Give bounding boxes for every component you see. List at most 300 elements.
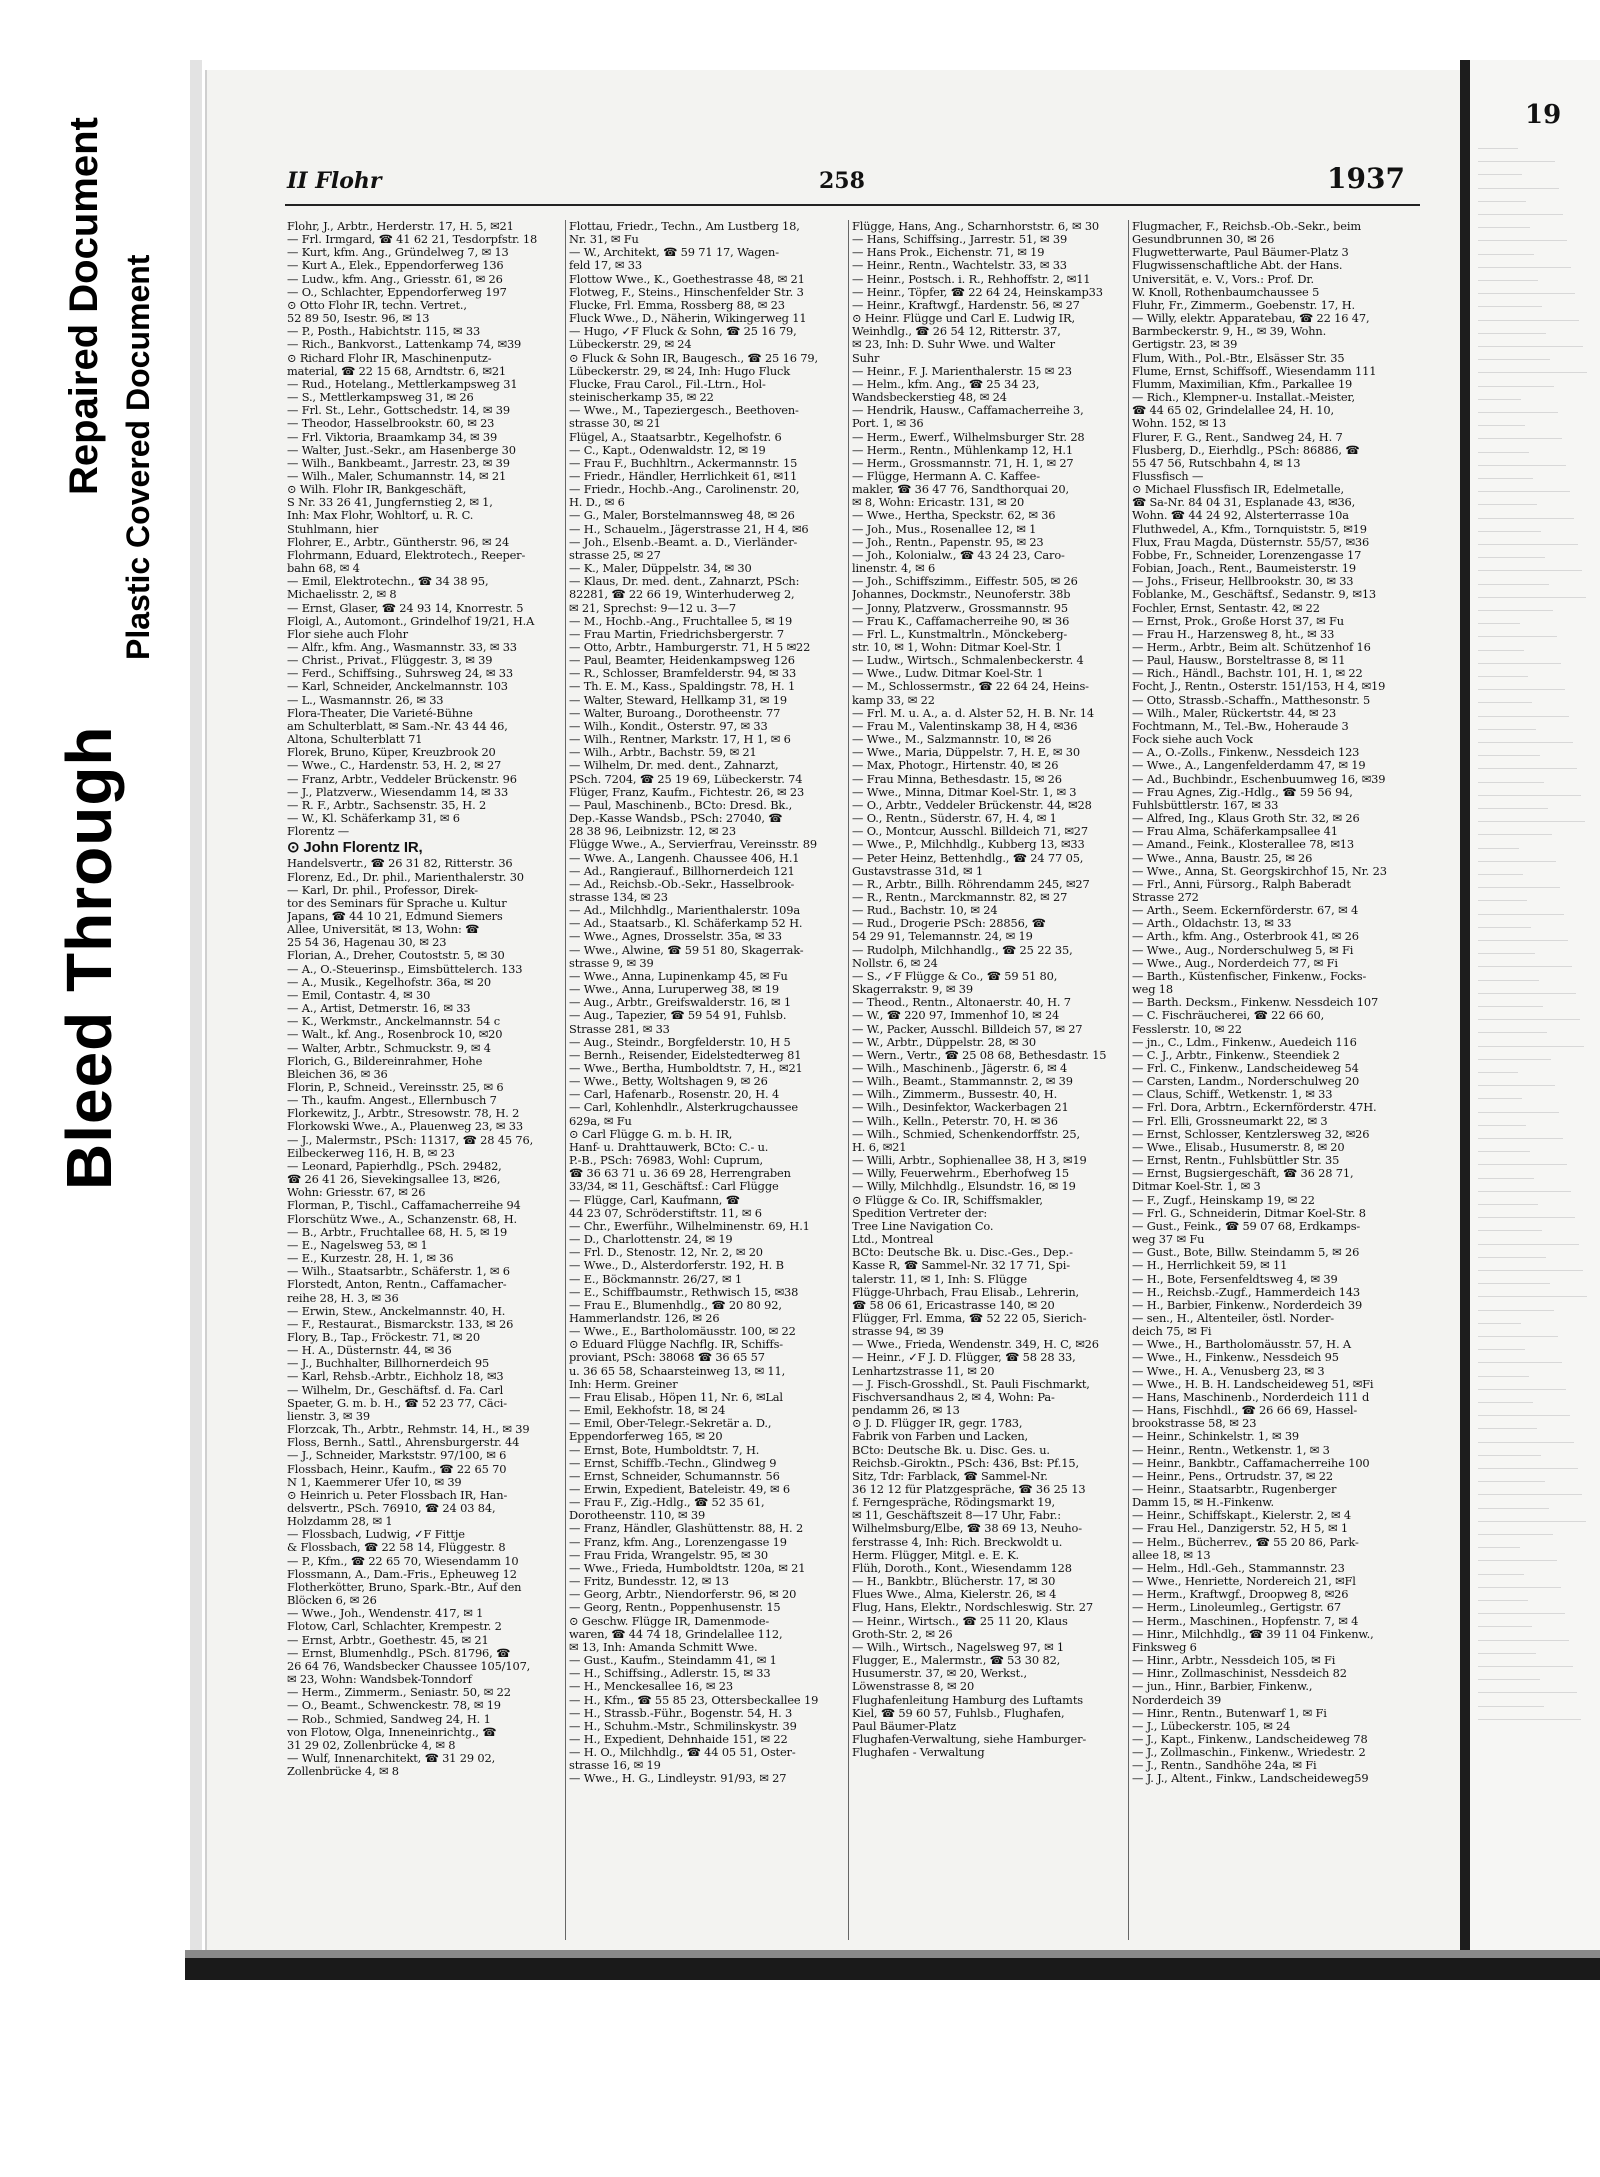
directory-entry: — Frau H., Harzensweg 8, ht., ✉ 33 bbox=[1132, 627, 1335, 641]
directory-entry: — Hans, Fischhdl., ☎ 26 66 69, Hassel- bbox=[1132, 1404, 1358, 1418]
directory-entry: — Paul, Maschinenb., BCto: Dresd. Bk., bbox=[569, 798, 793, 812]
directory-entry: — Wwe., A., Langenfelderdamm 47, ✉ 19 bbox=[1132, 759, 1366, 773]
directory-entry: — Frau Elisab., Höpen 11, Nr. 6, ✉Lal bbox=[569, 1390, 783, 1404]
next-page-text-line bbox=[1478, 227, 1530, 228]
directory-entry: Wohn. ☎ 44 24 92, Alsterterrasse 10a bbox=[1132, 509, 1349, 523]
directory-entry: — Willy, Milchhdlg., Elsundstr. 16, ✉ 19 bbox=[852, 1180, 1076, 1194]
next-page-text-line bbox=[1478, 386, 1554, 387]
directory-entry: — H., Herrlichkeit 59, ✉ 11 bbox=[1132, 1259, 1288, 1273]
directory-entry: deich 75, ✉ Fi bbox=[1132, 1325, 1212, 1339]
directory-entry: — Hinr., Milchhdlg., ☎ 39 11 04 Finkenw., bbox=[1132, 1627, 1374, 1641]
directory-entry: Florzcak, Th., Arbtr., Rehmstr. 14, H., ✉ 39 bbox=[287, 1423, 530, 1437]
directory-entry: waren, ☎ 44 74 18, Grindelallee 112, bbox=[569, 1627, 783, 1641]
directory-entry: — Frau Martin, Friedrichsbergerstr. 7 bbox=[569, 627, 784, 641]
repaired-document-label: Repaired Document bbox=[62, 117, 106, 495]
directory-entry: Holzdamm 28, ✉ 1 bbox=[287, 1515, 393, 1529]
directory-entry: Flohrer, E., Arbtr., Güntherstr. 96, ✉ 24 bbox=[287, 535, 510, 549]
directory-entry: Flugger, E., Malermstr., ☎ 53 30 82, bbox=[852, 1654, 1061, 1668]
directory-entry: — Wilh., Rentner, Markstr. 17, H 1, ✉ 6 bbox=[569, 733, 791, 747]
directory-entry: — A., Musik., Kegelhofstr. 36a, ✉ 20 bbox=[287, 975, 492, 989]
next-page-text-line bbox=[1478, 346, 1583, 347]
directory-entry: — Rud., Hotelang., Mettlerkampsweg 31 bbox=[287, 377, 518, 391]
next-page-text-line bbox=[1478, 1481, 1545, 1482]
directory-entry: Flughafenleitung Hamburg des Luftamts bbox=[852, 1693, 1083, 1707]
next-page-text-line bbox=[1478, 729, 1536, 730]
column-divider bbox=[565, 220, 566, 1940]
next-page-text-line bbox=[1478, 808, 1548, 809]
directory-entry: ⊙ Heinr. Flügge und Carl E. Ludwig IR, bbox=[852, 312, 1075, 326]
page-number: 258 bbox=[819, 168, 865, 194]
directory-entry: Flusberg, D., Eierhdlg., PSch: 86886, ☎ bbox=[1132, 443, 1360, 457]
next-page-text-line bbox=[1478, 1455, 1541, 1456]
directory-entry: — Max, Photogr., Hirtenstr. 40, ✉ 26 bbox=[852, 759, 1059, 773]
directory-entry: talerstr. 11, ✉ 1, Inh: S. Flügge bbox=[852, 1272, 1027, 1286]
directory-column-4 bbox=[1132, 220, 1407, 1940]
directory-entry: Flug, Hans, Elektr., Nordschleswig. Str. 27 bbox=[852, 1601, 1093, 1615]
directory-entry: — H. A., Düsternstr. 44, ✉ 36 bbox=[287, 1344, 452, 1358]
directory-entry: — Wwe., Joh., Wendenstr. 417, ✉ 1 bbox=[287, 1607, 484, 1621]
directory-entry: ⊙ Eduard Flügge Nachflg. IR, Schiffs- bbox=[569, 1338, 784, 1352]
directory-entry: BCto: Deutsche Bk. u. Disc. Ges. u. bbox=[852, 1443, 1050, 1457]
directory-entry: Fobbe, Fr., Schneider, Lorenzengasse 17 bbox=[1132, 548, 1362, 562]
next-page-text-line bbox=[1478, 1230, 1542, 1231]
next-page-text-line bbox=[1478, 333, 1546, 334]
next-page-text-line bbox=[1478, 491, 1570, 492]
directory-entry: Flugwissenschaftliche Abt. der Hans. bbox=[1132, 259, 1343, 273]
directory-entry: steinischerkamp 35, ✉ 22 bbox=[569, 391, 714, 405]
next-page-text-line bbox=[1478, 1244, 1579, 1245]
directory-entry: ✉ 21, Sprechst: 9—12 u. 3—7 bbox=[569, 601, 736, 615]
directory-entry: Fochtmann, M., Tel.-Bw., Hoheraude 3 bbox=[1132, 719, 1349, 733]
directory-entry: — Karl, Dr. phil., Professor, Direk- bbox=[287, 883, 479, 897]
directory-entry: — Wilh., Wirtsch., Nagelsweg 97, ✉ 1 bbox=[852, 1640, 1065, 1654]
directory-entry: — S., ✓F Flügge & Co., ☎ 59 51 80, bbox=[852, 969, 1058, 983]
next-page-text-line bbox=[1478, 1164, 1567, 1165]
directory-entry: — Gust., Bote, Billw. Steindamm 5, ✉ 26 bbox=[1132, 1246, 1360, 1260]
directory-entry: — Aug., Steindr., Borgfelderstr. 10, H 5 bbox=[569, 1035, 791, 1049]
next-page-text-line bbox=[1478, 663, 1561, 664]
next-page-text-line bbox=[1478, 174, 1522, 175]
directory-entry: — Gust., Kaufm., Steindamm 41, ✉ 1 bbox=[569, 1654, 777, 1668]
directory-entry: — Herm., Kraftwgf., Droopweg 8, ✉26 bbox=[1132, 1588, 1349, 1602]
directory-entry: Focht, J., Rentn., Osterstr. 151/153, H 4, ✉19 bbox=[1132, 680, 1386, 694]
directory-entry: — K., Maler, Düppelstr. 34, ✉ 30 bbox=[569, 562, 752, 576]
directory-entry: — Wilhelm, Dr. med. dent., Zahnarzt, bbox=[569, 759, 779, 773]
directory-entry: — Wwe., H. B. H. Landscheideweg 51, ✉Fi bbox=[1132, 1377, 1374, 1391]
directory-entry: — O., Arbtr., Veddeler Brückenstr. 44, ✉28 bbox=[852, 798, 1092, 812]
next-page-text-line bbox=[1478, 478, 1533, 479]
directory-entry: — Wwe., Frieda, Wendenstr. 349, H. C, ✉26 bbox=[852, 1338, 1099, 1352]
directory-entry: — Peter Heinz, Bettenhdlg., ☎ 24 77 05, bbox=[852, 851, 1084, 865]
directory-entry: — Th. E. M., Kass., Spaldingstr. 78, H. 1 bbox=[569, 680, 796, 694]
directory-entry: — sen., H., Altenteiler, östl. Norder- bbox=[1132, 1311, 1334, 1325]
next-page-text-line bbox=[1478, 1719, 1581, 1720]
directory-entry: Florstedt, Anton, Rentn., Caffamacher- bbox=[287, 1278, 507, 1292]
directory-entry: — Chr., Ewerführ., Wilhelminenstr. 69, H.1 bbox=[569, 1219, 810, 1233]
directory-entry: — E., Böckmannstr. 26/27, ✉ 1 bbox=[569, 1272, 742, 1286]
next-page-text-line bbox=[1478, 768, 1577, 769]
directory-entry: — J., Platzverw., Wiesendamm 14, ✉ 33 bbox=[287, 785, 509, 799]
directory-entry: Lübeckerstr. 29, ✉ 24 bbox=[569, 338, 692, 352]
directory-entry: ✉ 11, Geschäftszeit 8—17 Uhr, Fabr.: bbox=[852, 1509, 1061, 1523]
next-page-text-line bbox=[1478, 821, 1585, 822]
next-page-text-line bbox=[1478, 900, 1527, 901]
directory-entry: — Carsten, Landm., Norderschulweg 20 bbox=[1132, 1075, 1360, 1089]
next-page-text-line bbox=[1478, 927, 1531, 928]
directory-entry: makler, ☎ 36 47 76, Sandthorquai 20, bbox=[852, 483, 1069, 497]
directory-entry: ☎ Sa-Nr. 84 04 31, Esplanade 43, ✉36, bbox=[1132, 496, 1356, 510]
next-page-text-line bbox=[1478, 1666, 1573, 1667]
directory-entry: — O., Montcur, Ausschl. Billdeich 71, ✉27 bbox=[852, 825, 1088, 839]
directory-entry: strasse 16, ✉ 19 bbox=[569, 1759, 661, 1773]
directory-entry: u. 36 65 58, Schaarsteinweg 13, ✉ 11, bbox=[569, 1364, 786, 1378]
directory-entry: — H., Reichsb.-Zugf., Hammerdeich 143 bbox=[1132, 1285, 1361, 1299]
directory-entry: — Wwe., E., Bartholomäusstr. 100, ✉ 22 bbox=[569, 1325, 796, 1339]
directory-entry: Flucke, Frl. Emma, Rossberg 88, ✉ 23 bbox=[569, 298, 785, 312]
next-page-text-line bbox=[1478, 267, 1571, 268]
directory-entry: — Joh., Elsenb.-Beamt. a. D., Vierländer- bbox=[569, 535, 798, 549]
directory-entry: — J., Schneider, Markststr. 97/100, ✉ 6 bbox=[287, 1449, 507, 1463]
next-page-text-line bbox=[1478, 1362, 1562, 1363]
directory-entry: — H., Bote, Fersenfeldtsweg 4, ✉ 39 bbox=[1132, 1272, 1338, 1286]
directory-entry: — Hinr., Rentn., Butenwarf 1, ✉ Fi bbox=[1132, 1706, 1327, 1720]
directory-entry: — Franz, Händler, Glashüttenstr. 88, H. 2 bbox=[569, 1522, 804, 1536]
page-edge bbox=[1460, 60, 1470, 1955]
directory-entry: — H., Strassb.-Führ., Bogenstr. 54, H. 3 bbox=[569, 1706, 793, 1720]
directory-entry: — Wilh., Kelln., Peterstr. 70, H. ✉ 36 bbox=[852, 1114, 1058, 1128]
next-page-text-line bbox=[1478, 412, 1558, 413]
directory-entry: Flohr, J., Arbtr., Herderstr. 17, H. 5, ✉21 bbox=[287, 220, 514, 233]
directory-entry: Florich, G., Bildereinrahmer, Hohe bbox=[287, 1054, 483, 1068]
next-page-text-line bbox=[1478, 1626, 1532, 1627]
next-page-text-line bbox=[1478, 636, 1557, 637]
directory-entry: Flotow, Carl, Schlachter, Krempestr. 2 bbox=[287, 1620, 502, 1634]
next-page-text-line bbox=[1478, 1217, 1575, 1218]
directory-entry: Stuhlmann, hier bbox=[287, 522, 379, 536]
directory-entry: — Paul, Beamter, Heidenkampsweg 126 bbox=[569, 654, 795, 668]
directory-entry: — J. J., Altent., Finkw., Landscheideweg59 bbox=[1132, 1772, 1369, 1786]
next-page-text-line bbox=[1478, 1613, 1565, 1614]
directory-entry: — Herm., Arbtr., Beim alt. Schützenhof 16 bbox=[1132, 641, 1371, 654]
directory-entry: — Frau F., Zig.-Hdlg., ☎ 52 35 61, bbox=[569, 1496, 765, 1510]
next-page-text-line bbox=[1478, 1560, 1557, 1561]
next-page-text-line bbox=[1478, 254, 1534, 255]
directory-entry: — E., Kurzestr. 28, H. 1, ✉ 36 bbox=[287, 1252, 454, 1266]
directory-entry: Fabrik von Farben und Lacken, bbox=[852, 1430, 1028, 1444]
directory-entry: linenstr. 4, ✉ 6 bbox=[852, 562, 936, 576]
directory-entry: — Heinr., Pens., Ortrudstr. 37, ✉ 22 bbox=[1132, 1469, 1333, 1483]
directory-entry: — Emil, Contastr. 4, ✉ 30 bbox=[287, 988, 431, 1002]
directory-entry: Wohn: Griesstr. 67, ✉ 26 bbox=[287, 1186, 426, 1200]
column-divider bbox=[848, 220, 849, 1940]
directory-entry: — Wern., Vertr., ☎ 25 08 68, Bethesdastr. 15 bbox=[852, 1048, 1107, 1062]
directory-entry: Löwenstrasse 8, ✉ 20 bbox=[852, 1680, 975, 1694]
directory-entry: Flumm, Maximilian, Kfm., Parkallee 19 bbox=[1132, 377, 1353, 391]
directory-entry: ⊙ Fluck & Sohn IR, Baugesch., ☎ 25 16 79, bbox=[569, 351, 818, 365]
directory-entry: — R., Schlosser, Bramfelderstr. 94, ✉ 33 bbox=[569, 667, 797, 681]
directory-entry: strasse 9, ✉ 39 bbox=[569, 956, 654, 970]
next-page-text-line bbox=[1478, 518, 1574, 519]
directory-entry: 36 12 12 für Platzgespräche, ☎ 36 25 13 bbox=[852, 1483, 1086, 1496]
directory-entry: Flottau, Friedr., Techn., Am Lustberg 18, bbox=[569, 220, 800, 233]
directory-entry: — Flügge, Hermann A. C. Kaffee- bbox=[852, 469, 1040, 483]
directory-entry: — Carl, Hafenarb., Rosenstr. 20, H. 4 bbox=[569, 1088, 780, 1102]
directory-entry: — Herm., Rentn., Mühlenkamp 12, H.1 bbox=[852, 443, 1073, 457]
directory-entry: — H. O., Milchhdlg., ☎ 44 05 51, Oster- bbox=[569, 1746, 796, 1760]
directory-entry: — Joh., Rentn., Papenstr. 95, ✉ 23 bbox=[852, 535, 1044, 549]
next-page-text-line bbox=[1478, 1587, 1561, 1588]
directory-entry: H. 6, ✉21 bbox=[852, 1140, 907, 1154]
directory-entry: reihe 28, H. 3, ✉ 36 bbox=[287, 1291, 399, 1305]
next-page-text-line bbox=[1478, 214, 1563, 215]
directory-entry: — Walter, Steward, Hellkamp 31, ✉ 19 bbox=[569, 693, 787, 707]
directory-entry: — Friedr., Händler, Herrlichkeit 61, ✉11 bbox=[569, 469, 798, 483]
directory-entry: — Frau E., Blumenhdlg., ☎ 20 80 92, bbox=[569, 1298, 782, 1312]
directory-entry: — Klaus, Dr. med. dent., Zahnarzt, PSch: bbox=[569, 575, 800, 589]
directory-entry: — Bernh., Reisender, Eidelstedterweg 81 bbox=[569, 1048, 802, 1062]
next-page-text-line bbox=[1478, 1059, 1551, 1060]
directory-entry: — Kurt A., Elek., Eppendorferweg 136 bbox=[287, 259, 504, 273]
directory-entry: — Wwe., Frieda, Humboldtstr. 120a, ✉ 21 bbox=[569, 1561, 806, 1575]
next-page-text-line bbox=[1478, 161, 1555, 162]
directory-entry: — Wilh., Maler, Rückertstr. 44, ✉ 23 bbox=[1132, 706, 1337, 720]
directory-entry: ⊙ Flügge & Co. IR, Schiffsmakler, bbox=[852, 1193, 1043, 1207]
directory-entry: ⊙ Geschw. Flügge IR, Damenmode- bbox=[569, 1614, 770, 1628]
directory-entry: — G., Maler, Borstelmannsweg 48, ✉ 26 bbox=[569, 509, 795, 523]
directory-entry: — Willi, Arbtr., Sophienallee 38, H 3, ✉19 bbox=[852, 1154, 1087, 1168]
directory-entry: Flory, B., Tap., Fröckestr. 71, ✉ 20 bbox=[287, 1330, 480, 1344]
directory-entry: ⊙ Wilh. Flohr IR, Bankgeschäft, bbox=[287, 483, 467, 497]
directory-entry: Fluthwedel, A., Kfm., Tornquiststr. 5, ✉19 bbox=[1132, 522, 1367, 536]
directory-entry: — Heinr., ✓F J. D. Flügger, ☎ 58 28 33, bbox=[852, 1351, 1076, 1365]
directory-entry: ⊙ Otto Flohr IR, techn. Vertret., bbox=[287, 298, 467, 312]
directory-entry: — Wwe., Alwine, ☎ 59 51 80, Skagerrak- bbox=[569, 943, 804, 957]
next-page-text-line bbox=[1478, 293, 1575, 294]
directory-entry: — Rich., Klempner-u. Installat.-Meister, bbox=[1132, 391, 1355, 405]
directory-entry: — Wwe., Betty, Woltshagen 9, ✉ 26 bbox=[569, 1075, 768, 1089]
next-page-text-line bbox=[1478, 702, 1532, 703]
directory-entry: — Wwe. A., Langenh. Chaussee 406, H.1 bbox=[569, 851, 800, 865]
directory-entry: PSch. 7204, ☎ 25 19 69, Lübeckerstr. 74 bbox=[569, 772, 803, 786]
next-page-text-line bbox=[1478, 874, 1523, 875]
directory-entry: ⊙ Carl Flügge G. m. b. H. IR, bbox=[569, 1127, 733, 1141]
next-page-text-line bbox=[1478, 940, 1568, 941]
directory-entry: — Ernst, Bote, Humboldtstr. 7, H. bbox=[569, 1443, 760, 1457]
next-page-text-line bbox=[1478, 1442, 1574, 1443]
directory-entry: — jn., C., Ldm., Finkenw., Auedeich 116 bbox=[1132, 1035, 1357, 1049]
directory-entry: Flüger, Franz, Kaufm., Fichtestr. 26, ✉ 23 bbox=[569, 785, 805, 799]
directory-entry: Florschütz Wwe., A., Schanzenstr. 68, H. bbox=[287, 1212, 517, 1226]
directory-entry: — Otto, Strassb.-Schaffn., Matthesonstr. 5 bbox=[1132, 693, 1371, 707]
next-page-text-line bbox=[1478, 372, 1587, 373]
directory-entry: — H., Expedient, Dehnhaide 151, ✉ 22 bbox=[569, 1732, 788, 1746]
directory-entry: Japans, ☎ 44 10 21, Edmund Siemers bbox=[287, 909, 503, 923]
directory-entry: — Barth., Küstenfischer, Finkenw., Focks- bbox=[1132, 969, 1367, 983]
directory-entry: — W., Packer, Ausschl. Billdeich 57, ✉ 27 bbox=[852, 1022, 1083, 1036]
next-page-text-line bbox=[1478, 1296, 1587, 1297]
directory-entry: — Wwe., Aug., Norderschulweg 5, ✉ Fi bbox=[1132, 943, 1354, 957]
directory-entry: 26 64 76, Wandsbecker Chaussee 105/107, bbox=[287, 1659, 531, 1673]
directory-entry: Herm. Flügger, Mitgl. e. E. K. bbox=[852, 1548, 1020, 1562]
directory-entry: strasse 94, ✉ 39 bbox=[852, 1325, 944, 1339]
directory-entry: ☎ 26 41 26, Sievekingsallee 13, ✉26, bbox=[287, 1173, 501, 1187]
directory-entry: — Frau K., Caffamacherreihe 90, ✉ 36 bbox=[852, 614, 1070, 628]
directory-entry: Wilhelmsburg/Elbe, ☎ 38 69 13, Neuho- bbox=[852, 1522, 1082, 1536]
directory-entry: — Ludw., kfm. Ang., Griesstr. 61, ✉ 26 bbox=[287, 272, 503, 286]
directory-entry: — Wwe., Anna, Lupinenkamp 45, ✉ Fu bbox=[569, 969, 788, 983]
directory-entry: — Walter, Buroang., Dorotheenstr. 77 bbox=[569, 706, 781, 720]
directory-entry: — J., Lübeckerstr. 105, ✉ 24 bbox=[1132, 1719, 1291, 1733]
directory-entry: Reichsb.-Giroktn., PSch: 436, Bst: Pf.15, bbox=[852, 1456, 1079, 1470]
directory-entry: — Ernst, Blumenhdlg., PSch. 81796, ☎ bbox=[287, 1646, 511, 1660]
directory-entry: — Jonny, Platzverw., Grossmannstr. 95 bbox=[852, 601, 1068, 615]
directory-entry: — jun., Hinr., Barbier, Finkenw., bbox=[1132, 1680, 1313, 1694]
next-page-text-line bbox=[1478, 544, 1578, 545]
directory-entry: — H., Kfm., ☎ 55 85 23, Ottersbeckallee 19 bbox=[569, 1693, 819, 1707]
directory-entry: material, ☎ 22 15 68, Arndtstr. 6, ✉21 bbox=[287, 364, 507, 378]
directory-column-3 bbox=[852, 220, 1127, 1940]
next-page-text-line bbox=[1478, 280, 1538, 281]
directory-entry: — Wwe., Agnes, Drosselstr. 35a, ✉ 33 bbox=[569, 930, 782, 944]
directory-entry: — W., ☎ 220 97, Immenhof 10, ✉ 24 bbox=[852, 1009, 1060, 1023]
next-page-text-line bbox=[1478, 755, 1540, 756]
directory-entry: ferstrasse 4, Inh: Rich. Breckwoldt u. bbox=[852, 1535, 1063, 1549]
directory-entry: feld 17, ✉ 33 bbox=[569, 259, 642, 273]
directory-entry: Flügge-Uhrbach, Frau Elisab., Lehrerin, bbox=[852, 1285, 1079, 1299]
directory-entry: delsvertr., PSch. 76910, ☎ 24 03 84, bbox=[287, 1502, 496, 1515]
directory-entry: — Wwe., H., Finkenw., Nessdeich 95 bbox=[1132, 1351, 1339, 1365]
directory-entry: — Ernst, Bugsiergeschäft, ☎ 36 28 71, bbox=[1132, 1167, 1354, 1181]
directory-entry: — Heinr., Staatsarbtr., Rugenberger bbox=[1132, 1483, 1337, 1496]
directory-entry: am Schulterblatt, ✉ Sam.-Nr. 43 44 46, bbox=[287, 719, 508, 733]
next-page-text-line bbox=[1478, 1283, 1550, 1284]
directory-entry: ✉ 23, Wohn: Wandsbek-Tonndorf bbox=[287, 1673, 472, 1687]
next-page-text-line bbox=[1478, 834, 1552, 835]
directory-entry: — Johs., Friseur, Hellbrookstr. 30, ✉ 33 bbox=[1132, 575, 1354, 589]
scanner-bar bbox=[185, 1958, 1600, 1980]
directory-entry: — Joh., Mus., Rosenallee 12, ✉ 1 bbox=[852, 522, 1037, 536]
next-page-text-line bbox=[1478, 966, 1572, 967]
directory-entry: — H., Menckesallee 16, ✉ 23 bbox=[569, 1680, 733, 1694]
directory-entry: ⊙ John Florentz IR, bbox=[287, 839, 423, 857]
directory-entry: — Ernst, Arbtr., Goethestr. 45, ✉ 21 bbox=[287, 1633, 489, 1647]
next-page-text-line bbox=[1478, 320, 1579, 321]
directory-entry: Allee, Universität, ✉ 13, Wohn: ☎ bbox=[287, 923, 480, 937]
directory-entry: — Wulf, Innenarchitekt, ☎ 31 29 02, bbox=[287, 1751, 496, 1765]
directory-entry: — Carl, Kohlenhdlr., Alsterkrugchaussee bbox=[569, 1101, 798, 1115]
directory-entry: — Christ., Privat., Flüggestr. 3, ✉ 39 bbox=[287, 654, 493, 668]
directory-entry: — Flossbach, Ludwig, ✓F Fittje bbox=[287, 1528, 465, 1542]
directory-entry: — Wilh., Beamt., Stammannstr. 2, ✉ 39 bbox=[852, 1075, 1073, 1089]
directory-entry: — Frau Hel., Danzigerstr. 52, H 5, ✉ 1 bbox=[1132, 1522, 1349, 1536]
directory-entry: weg 18 bbox=[1132, 983, 1173, 997]
directory-entry: — Wilh., Zimmerm., Bussestr. 40, H. bbox=[852, 1088, 1058, 1102]
next-page-text-line bbox=[1478, 1692, 1577, 1693]
directory-entry: proviant, PSch: 38068 ☎ 36 65 57 bbox=[569, 1351, 765, 1365]
directory-entry: — Rich., Händl., Bachstr. 101, H. 1, ✉ 22 bbox=[1132, 667, 1363, 681]
directory-entry: — R. F., Arbtr., Sachsenstr. 35, H. 2 bbox=[287, 798, 487, 812]
next-page-text-line bbox=[1478, 1428, 1537, 1429]
running-header bbox=[207, 162, 1462, 208]
directory-entry: — O., Beamt., Schwenckestr. 78, ✉ 19 bbox=[287, 1699, 501, 1713]
directory-entry: — Erwin, Expedient, Bateleistr. 49, ✉ 6 bbox=[569, 1483, 791, 1496]
directory-entry: N 1, Kaemmerer Ufer 10, ✉ 39 bbox=[287, 1475, 462, 1489]
directory-entry: — Hinr., Zollmaschinist, Nessdeich 82 bbox=[1132, 1667, 1347, 1681]
directory-entry: — Frl. Elli, Grossneumarkt 22, ✉ 3 bbox=[1132, 1114, 1328, 1128]
directory-entry: ⊙ Michael Flussfisch IR, Edelmetalle, bbox=[1132, 483, 1344, 497]
directory-entry: — Ad., Rangierauf., Billhornerdeich 121 bbox=[569, 864, 795, 878]
next-page-text-line bbox=[1478, 676, 1528, 677]
directory-entry: Lenhartzstrasse 11, ✉ 20 bbox=[852, 1364, 995, 1378]
directory-entry: Flugwetterwarte, Paul Bäumer-Platz 3 bbox=[1132, 246, 1349, 260]
next-page-text-line bbox=[1478, 1257, 1546, 1258]
directory-entry: — K., Werkmstr., Anckelmannstr. 54 c bbox=[287, 1015, 500, 1029]
directory-entry: — D., Charlottenstr. 24, ✉ 19 bbox=[569, 1233, 733, 1247]
directory-entry: — Ernst, Prok., Große Horst 37, ✉ Fu bbox=[1132, 614, 1344, 628]
directory-entry: — Wwe., H., Bartholomäusstr. 57, H. A bbox=[1132, 1338, 1351, 1352]
directory-entry: Fochler, Ernst, Sentastr. 42, ✉ 22 bbox=[1132, 601, 1320, 615]
next-page-text-line bbox=[1478, 993, 1576, 994]
directory-entry: — Wwe., P., Milchhdlg., Kubberg 13, ✉33 bbox=[852, 838, 1085, 852]
directory-entry: — F., Zugf., Heinskamp 19, ✉ 22 bbox=[1132, 1193, 1315, 1207]
directory-entry: lienstr. 3, ✉ 39 bbox=[287, 1409, 370, 1423]
directory-entry: — Flügge, Carl, Kaufmann, ☎ bbox=[569, 1193, 740, 1207]
directory-entry: ✉ 23, Inh: D. Suhr Wwe. und Walter bbox=[852, 338, 1055, 352]
directory-entry: f. Ferngespräche, Rödingsmarkt 19, bbox=[852, 1496, 1055, 1510]
directory-entry: & Flossbach, ☎ 22 58 14, Flüggestr. 8 bbox=[287, 1541, 506, 1555]
directory-entry: Florek, Bruno, Küper, Kreuzbrook 20 bbox=[287, 746, 496, 760]
directory-entry: — Heinr., Rentn., Wachtelstr. 33, ✉ 33 bbox=[852, 259, 1067, 273]
next-page-text-line bbox=[1478, 1151, 1530, 1152]
directory-entry: — Ernst, Schiffb.-Techn., Glindweg 9 bbox=[569, 1456, 777, 1470]
directory-entry: Zollenbrücke 4, ✉ 8 bbox=[287, 1765, 399, 1779]
next-page-text-line bbox=[1478, 953, 1535, 954]
directory-entry: Nollstr. 6, ✉ 24 bbox=[852, 956, 938, 970]
directory-entry: — Frau M., Valentinskamp 38, H 4, ✉36 bbox=[852, 719, 1078, 733]
directory-entry: — M., Schlossermstr., ☎ 22 64 24, Heins- bbox=[852, 680, 1089, 694]
directory-entry: — Walter, Arbtr., Schmuckstr. 9, ✉ 4 bbox=[287, 1041, 491, 1055]
directory-entry: — Wwe., Anna, Luruperweg 38, ✉ 19 bbox=[569, 983, 780, 997]
directory-entry: — Wilh., Arbtr., Bachstr. 59, ✉ 21 bbox=[569, 746, 757, 760]
directory-entry: — C. J., Arbtr., Finkenw., Steendiek 2 bbox=[1132, 1048, 1340, 1062]
directory-entry: — Otto, Arbtr., Hamburgerstr. 71, H 5 ✉22 bbox=[569, 641, 811, 654]
directory-entry: Flux, Frau Magda, Düsternstr. 55/57, ✉36 bbox=[1132, 535, 1370, 549]
next-page-text-line bbox=[1478, 306, 1542, 307]
next-page-text-line bbox=[1478, 531, 1541, 532]
directory-entry: — Wwe., Henriette, Nordereich 21, ✉Fl bbox=[1132, 1575, 1356, 1589]
directory-entry: — H., Barbier, Finkenw., Norderdeich 39 bbox=[1132, 1298, 1363, 1312]
directory-entry: — Wwe., Bertha, Humboldtstr. 7, H., ✉21 bbox=[569, 1062, 803, 1075]
next-page-number: 19 bbox=[1525, 100, 1562, 130]
next-page-text-line bbox=[1478, 1653, 1536, 1654]
directory-entry: Inh: Herm. Greiner bbox=[569, 1377, 678, 1391]
directory-entry: — Emil, Ober-Telegr.-Sekretär a. D., bbox=[569, 1417, 772, 1431]
next-page-text-line bbox=[1478, 1019, 1580, 1020]
next-page-text-line bbox=[1478, 1547, 1520, 1548]
directory-entry: Husumerstr. 37, ✉ 20, Werkst., bbox=[852, 1667, 1027, 1681]
directory-entry: — Hinr., Arbtr., Nessdeich 105, ✉ Fi bbox=[1132, 1654, 1336, 1668]
directory-entry: Flor siehe auch Flohr bbox=[287, 627, 408, 641]
directory-entry: — Frl. C., Finkenw., Landscheideweg 54 bbox=[1132, 1062, 1359, 1075]
directory-entry: — Alfr., kfm. Ang., Wasmannstr. 33, ✉ 33 bbox=[287, 641, 517, 654]
directory-entry: — Hugo, ✓F Fluck & Sohn, ☎ 25 16 79, bbox=[569, 325, 797, 339]
directory-entry: Florenz, Ed., Dr. phil., Marienthalerstr. 30 bbox=[287, 870, 524, 884]
directory-entry: 629a, ✉ Fu bbox=[569, 1114, 632, 1128]
directory-entry: — Heinr., Töpfer, ☎ 22 64 24, Heinskamp33 bbox=[852, 285, 1103, 299]
directory-entry: — Wwe., D., Alsterdorferstr. 192, H. B bbox=[569, 1259, 784, 1273]
directory-entry: — M., Hochb.-Ang., Fruchtallee 5, ✉ 19 bbox=[569, 614, 793, 628]
directory-entry: Norderdeich 39 bbox=[1132, 1693, 1222, 1707]
